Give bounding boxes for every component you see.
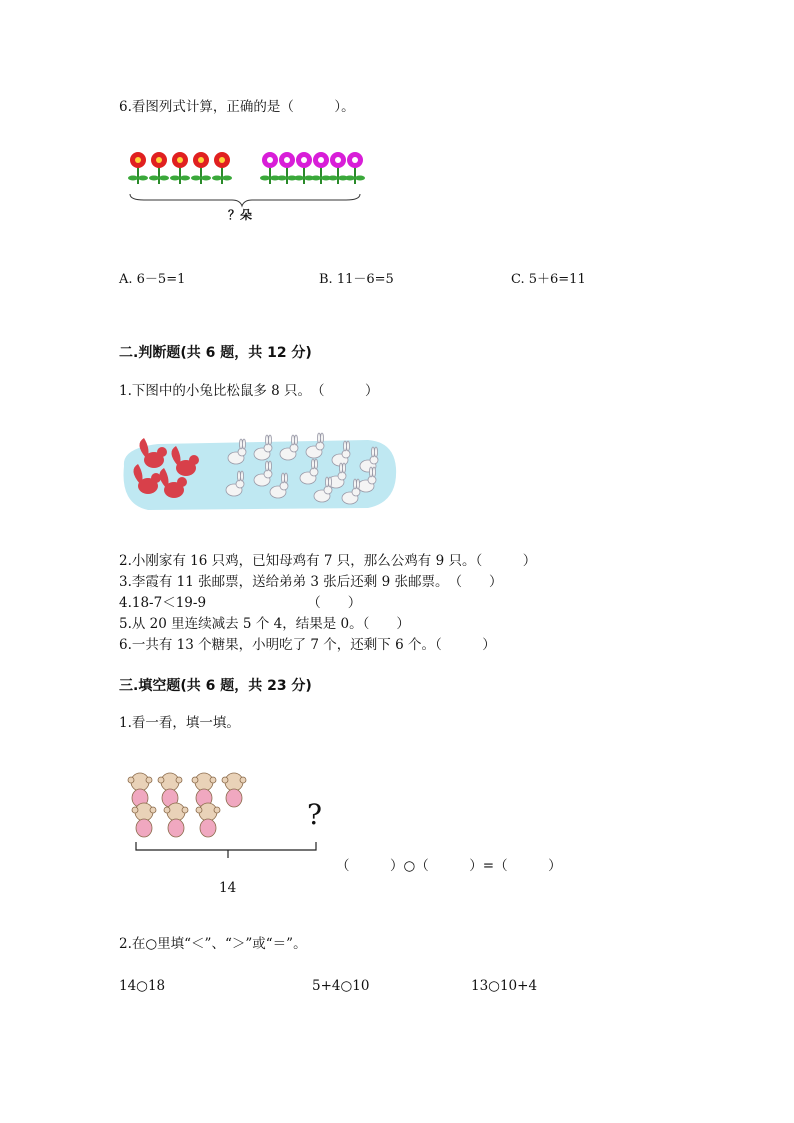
bracket (136, 842, 316, 858)
fill-q1-equation: （ ）○（ ）=（ ） (336, 858, 562, 874)
q6-option-c: C. 5＋6=11 (511, 272, 586, 287)
judge-item-3: 3.李霞有 11 张邮票，送给弟弟 3 张后还剩 9 张邮票。 （ ） (119, 574, 503, 590)
flowers-illustration (124, 152, 364, 212)
q6-option-b: B. 11－6=5 (319, 272, 394, 287)
judge-item-5: 5.从 20 里连续减去 5 个 4，结果是 0。（ ） (119, 616, 410, 632)
section3-heading: 三.填空题(共 6 题，共 23 分) (119, 678, 312, 694)
judge-item-6: 6.一共有 13 个糖果，小明吃了 7 个，还剩下 6 个。（ ） (119, 637, 496, 653)
section2-heading: 二.判断题(共 6 题，共 12 分) (119, 345, 312, 361)
compare-blank-3: 13○10+4 (471, 978, 538, 994)
compare-blank-1: 14○18 (119, 978, 166, 994)
judge-item-4: 4.18-7＜19-9 （ ） (119, 595, 362, 611)
rabbits-squirrels-illustration (118, 432, 398, 512)
q6-stem: 6.看图列式计算，正确的是（ ）。 (119, 99, 355, 115)
q6-option-a: A. 6－5=1 (119, 272, 186, 287)
question-mark: ? (307, 798, 323, 831)
fill-q2-stem: 2.在○里填“＜”、“＞”或“＝”。 (119, 936, 307, 952)
monkeys-illustration (126, 768, 336, 888)
judge-item-2: 2.小刚家有 16 只鸡，已知母鸡有 7 只，那么公鸡有 9 只。（ ） (119, 553, 537, 569)
flowers-total-label: ？朵 (228, 208, 253, 222)
total-label: 14 (219, 880, 237, 896)
brace (130, 194, 360, 206)
compare-blank-2: 5+4○10 (312, 978, 370, 994)
judge-item-1: 1.下图中的小兔比松鼠多 8 只。 （ ） (119, 383, 379, 399)
fill-q1-stem: 1.看一看，填一填。 (119, 715, 240, 731)
